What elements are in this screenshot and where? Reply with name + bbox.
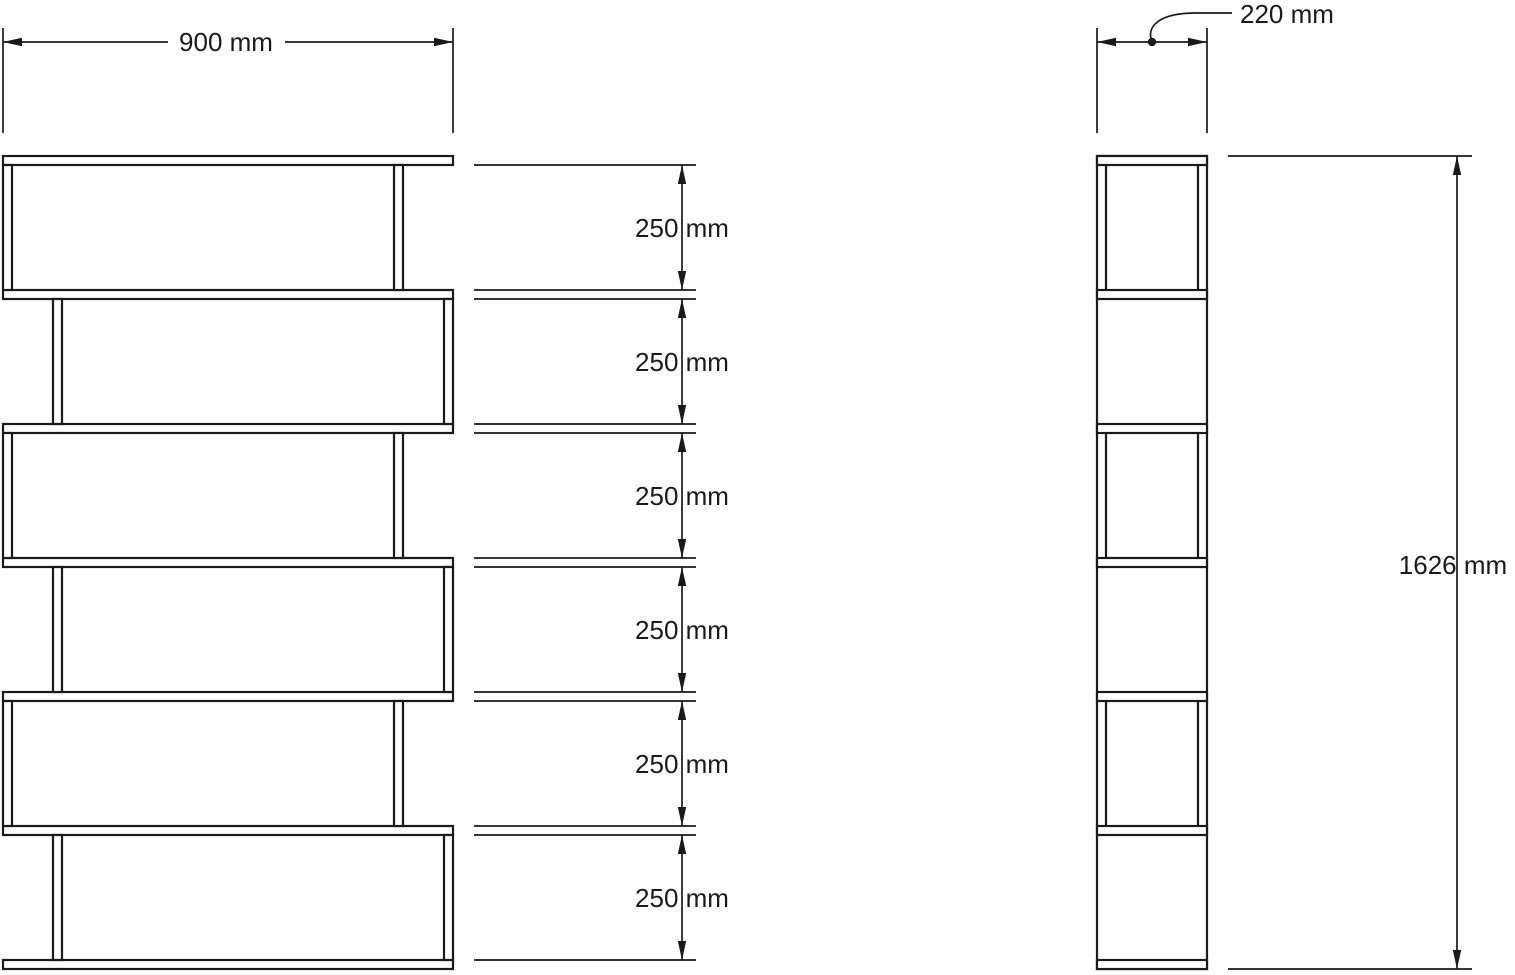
- gap2-arrow-down: [678, 405, 686, 424]
- gap1-arrow-up: [678, 165, 686, 184]
- gap-dimension-6: [635, 835, 729, 960]
- side-board-4: [1097, 558, 1207, 567]
- front-board-top: [3, 156, 453, 165]
- side-board-top: [1097, 156, 1207, 165]
- gap1-label: 250 mm: [635, 213, 729, 243]
- width-arrow-left: [3, 38, 22, 46]
- front-board-6: [3, 826, 453, 835]
- front-panel-row4-left: [53, 567, 62, 692]
- gap4-label: 250 mm: [635, 615, 729, 645]
- gap5-arrow-up: [678, 701, 686, 720]
- front-panel-row6-left: [53, 835, 62, 960]
- front-board-4: [3, 558, 453, 567]
- dimension-shelf-gaps: [474, 165, 729, 960]
- gap-dimension-1: [635, 165, 729, 290]
- gap2-label: 250 mm: [635, 347, 729, 377]
- gap-extension-lines: [474, 165, 696, 960]
- gap-dimension-3: [635, 433, 729, 558]
- front-panel-row1-left: [3, 165, 12, 290]
- gap5-arrow-down: [678, 807, 686, 826]
- gap6-label: 250 mm: [635, 883, 729, 913]
- gap6-arrow-down: [678, 941, 686, 960]
- front-board-3: [3, 424, 453, 433]
- front-panel-row2-left: [53, 299, 62, 424]
- gap-dimension-2: [635, 299, 729, 424]
- front-panel-row5-right: [394, 701, 403, 826]
- side-board-6: [1097, 826, 1207, 835]
- side-board-3: [1097, 424, 1207, 433]
- front-panel-row4-right: [444, 567, 453, 692]
- gap2-arrow-up: [678, 299, 686, 318]
- front-view: [3, 156, 453, 969]
- front-panel-row3-left: [3, 433, 12, 558]
- gap6-arrow-up: [678, 835, 686, 854]
- front-board-5: [3, 692, 453, 701]
- dimension-side-depth: [1097, 0, 1334, 133]
- front-shelf-boards: [3, 156, 453, 969]
- side-view: [1097, 156, 1207, 969]
- gap5-label: 250 mm: [635, 749, 729, 779]
- front-width-label: 900 mm: [179, 27, 273, 57]
- front-board-2: [3, 290, 453, 299]
- height-arrow-down: [1453, 950, 1461, 969]
- dimension-total-height: [1228, 156, 1507, 969]
- gap1-arrow-down: [678, 271, 686, 290]
- gap3-label: 250 mm: [635, 481, 729, 511]
- depth-arrow-right: [1188, 38, 1207, 46]
- front-panel-row5-left: [3, 701, 12, 826]
- gap4-arrow-up: [678, 567, 686, 586]
- gap-dimension-5: [635, 701, 729, 826]
- total-height-label: 1626 mm: [1398, 550, 1508, 580]
- front-board-bottom: [3, 960, 453, 969]
- depth-leader-line: [1151, 13, 1232, 42]
- side-board-5: [1097, 692, 1207, 701]
- dimension-front-width: [3, 27, 453, 133]
- side-board-2: [1097, 290, 1207, 299]
- side-board-bottom: [1097, 960, 1207, 969]
- front-panel-row3-right: [394, 433, 403, 558]
- front-panel-row6-right: [444, 835, 453, 960]
- height-arrow-up: [1453, 156, 1461, 175]
- gap3-arrow-up: [678, 433, 686, 452]
- width-arrow-right: [434, 38, 453, 46]
- gap4-arrow-down: [678, 673, 686, 692]
- front-panel-row2-right: [444, 299, 453, 424]
- side-depth-label: 220 mm: [1240, 0, 1334, 29]
- front-panel-row1-right: [394, 165, 403, 290]
- gap-dimension-4: [635, 567, 729, 692]
- depth-arrow-left: [1097, 38, 1116, 46]
- gap3-arrow-down: [678, 539, 686, 558]
